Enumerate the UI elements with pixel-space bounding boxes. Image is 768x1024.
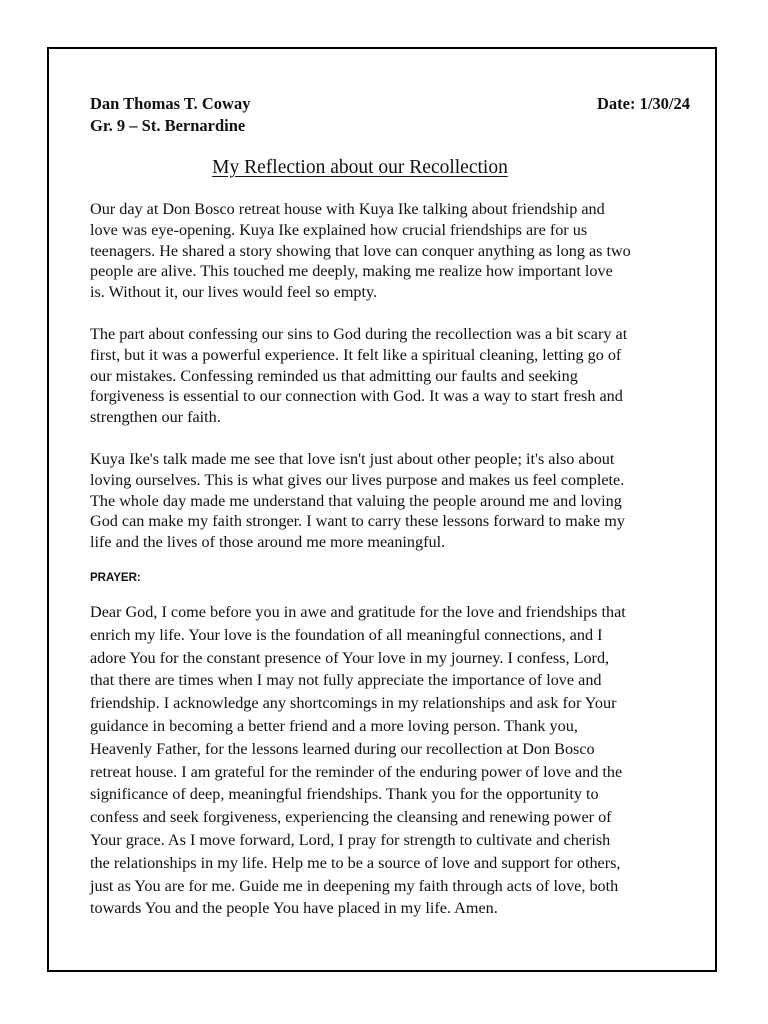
header-row-top — [90, 93, 690, 115]
prayer-line: Heavenly Father, for the lessons learned during our recollection at Don Bosco — [90, 739, 595, 758]
paragraph-3 — [90, 449, 690, 553]
header-row-bottom — [90, 115, 690, 137]
paragraph-line: The part about confessing our sins to God during the recollection was a bit scary at — [90, 325, 628, 343]
document-date: Date: 1/30/24 — [596, 94, 690, 113]
prayer-line: guidance in becoming a better friend and a more loving person. Thank you, — [90, 716, 578, 735]
paragraph-line: The whole day made me understand that valuing the people around me and loving — [90, 491, 622, 510]
prayer-line: friendship. I acknowledge any shortcomings in my relationships and ask for Your — [90, 694, 617, 713]
paragraph-1 — [90, 199, 690, 303]
prayer-line: just as You are for me. Guide me in deepening my faith through acts of love, both — [90, 876, 619, 895]
paragraph-line: our mistakes. Confessing reminded us that admitting our faults and seeking — [90, 366, 578, 385]
prayer-line: Your grace. As I move forward, Lord, I pray for strength to cultivate and cherish — [90, 830, 611, 849]
prayer-line: the relationships in my life. Help me to be a source of love and support for others, — [90, 853, 621, 872]
prayer-line: adore You for the constant presence of Your love in my journey. I confess, Lord, — [90, 648, 610, 667]
document-header — [90, 93, 690, 137]
paragraph-line: loving ourselves. This is what gives our lives purpose and makes us feel complete. — [90, 470, 625, 489]
prayer-paragraph — [90, 601, 690, 920]
paragraph-line: strengthen our faith. — [90, 408, 221, 427]
paragraph-line: life and the lives of those around me more meaningful. — [90, 533, 446, 552]
paragraph-line: people are alive. This touched me deeply, making me realize how important love — [90, 262, 613, 281]
paragraph-line: is. Without it, our lives would feel so empty. — [90, 283, 378, 302]
prayer-line: that there are times when I may not fully appreciate the importance of love and — [90, 671, 602, 690]
paragraph-line: God can make my faith stronger. I want to carry these lessons forward to make my — [90, 512, 625, 531]
paragraph-line: first, but it was a powerful experience. It felt like a spiritual cleaning, letting go of — [90, 345, 622, 364]
grade-section: Gr. 9 – St. Bernardine — [90, 116, 246, 135]
prayer-line: retreat house. I am grateful for the reminder of the enduring power of love and the — [90, 762, 623, 781]
paragraph-line: forgiveness is essential to our connection with God. It was a way to start fresh and — [90, 387, 623, 406]
paragraph-line: teenagers. He shared a story showing that love can conquer anything as long as two — [90, 241, 631, 260]
prayer-line: enrich my life. Your love is the foundation of all meaningful connections, and I — [90, 625, 603, 644]
paragraph-2 — [90, 324, 690, 428]
paragraph-line: Kuya Ike's talk made me see that love isn't just about other people; it's also about — [90, 450, 615, 468]
paragraph-line: love was eye-opening. Kuya Ike explained how crucial friendships are for us — [90, 220, 588, 239]
prayer-line: Dear God, I come before you in awe and gratitude for the love and friendships that — [90, 603, 626, 621]
prayer-line: towards You and the people You have placed in my life. Amen. — [90, 899, 498, 918]
prayer-line: confess and seek forgiveness, experiencing the cleansing and renewing power of — [90, 808, 612, 827]
prayer-line: significance of deep, meaningful friendships. Thank you for the opportunity to — [90, 785, 599, 804]
paragraph-line: Our day at Don Bosco retreat house with Kuya Ike talking about friendship and — [90, 200, 605, 218]
document-title: My Reflection about our Recollection — [212, 157, 508, 178]
prayer-heading: PRAYER: — [90, 572, 141, 584]
author-name: Dan Thomas T. Coway — [90, 94, 251, 113]
